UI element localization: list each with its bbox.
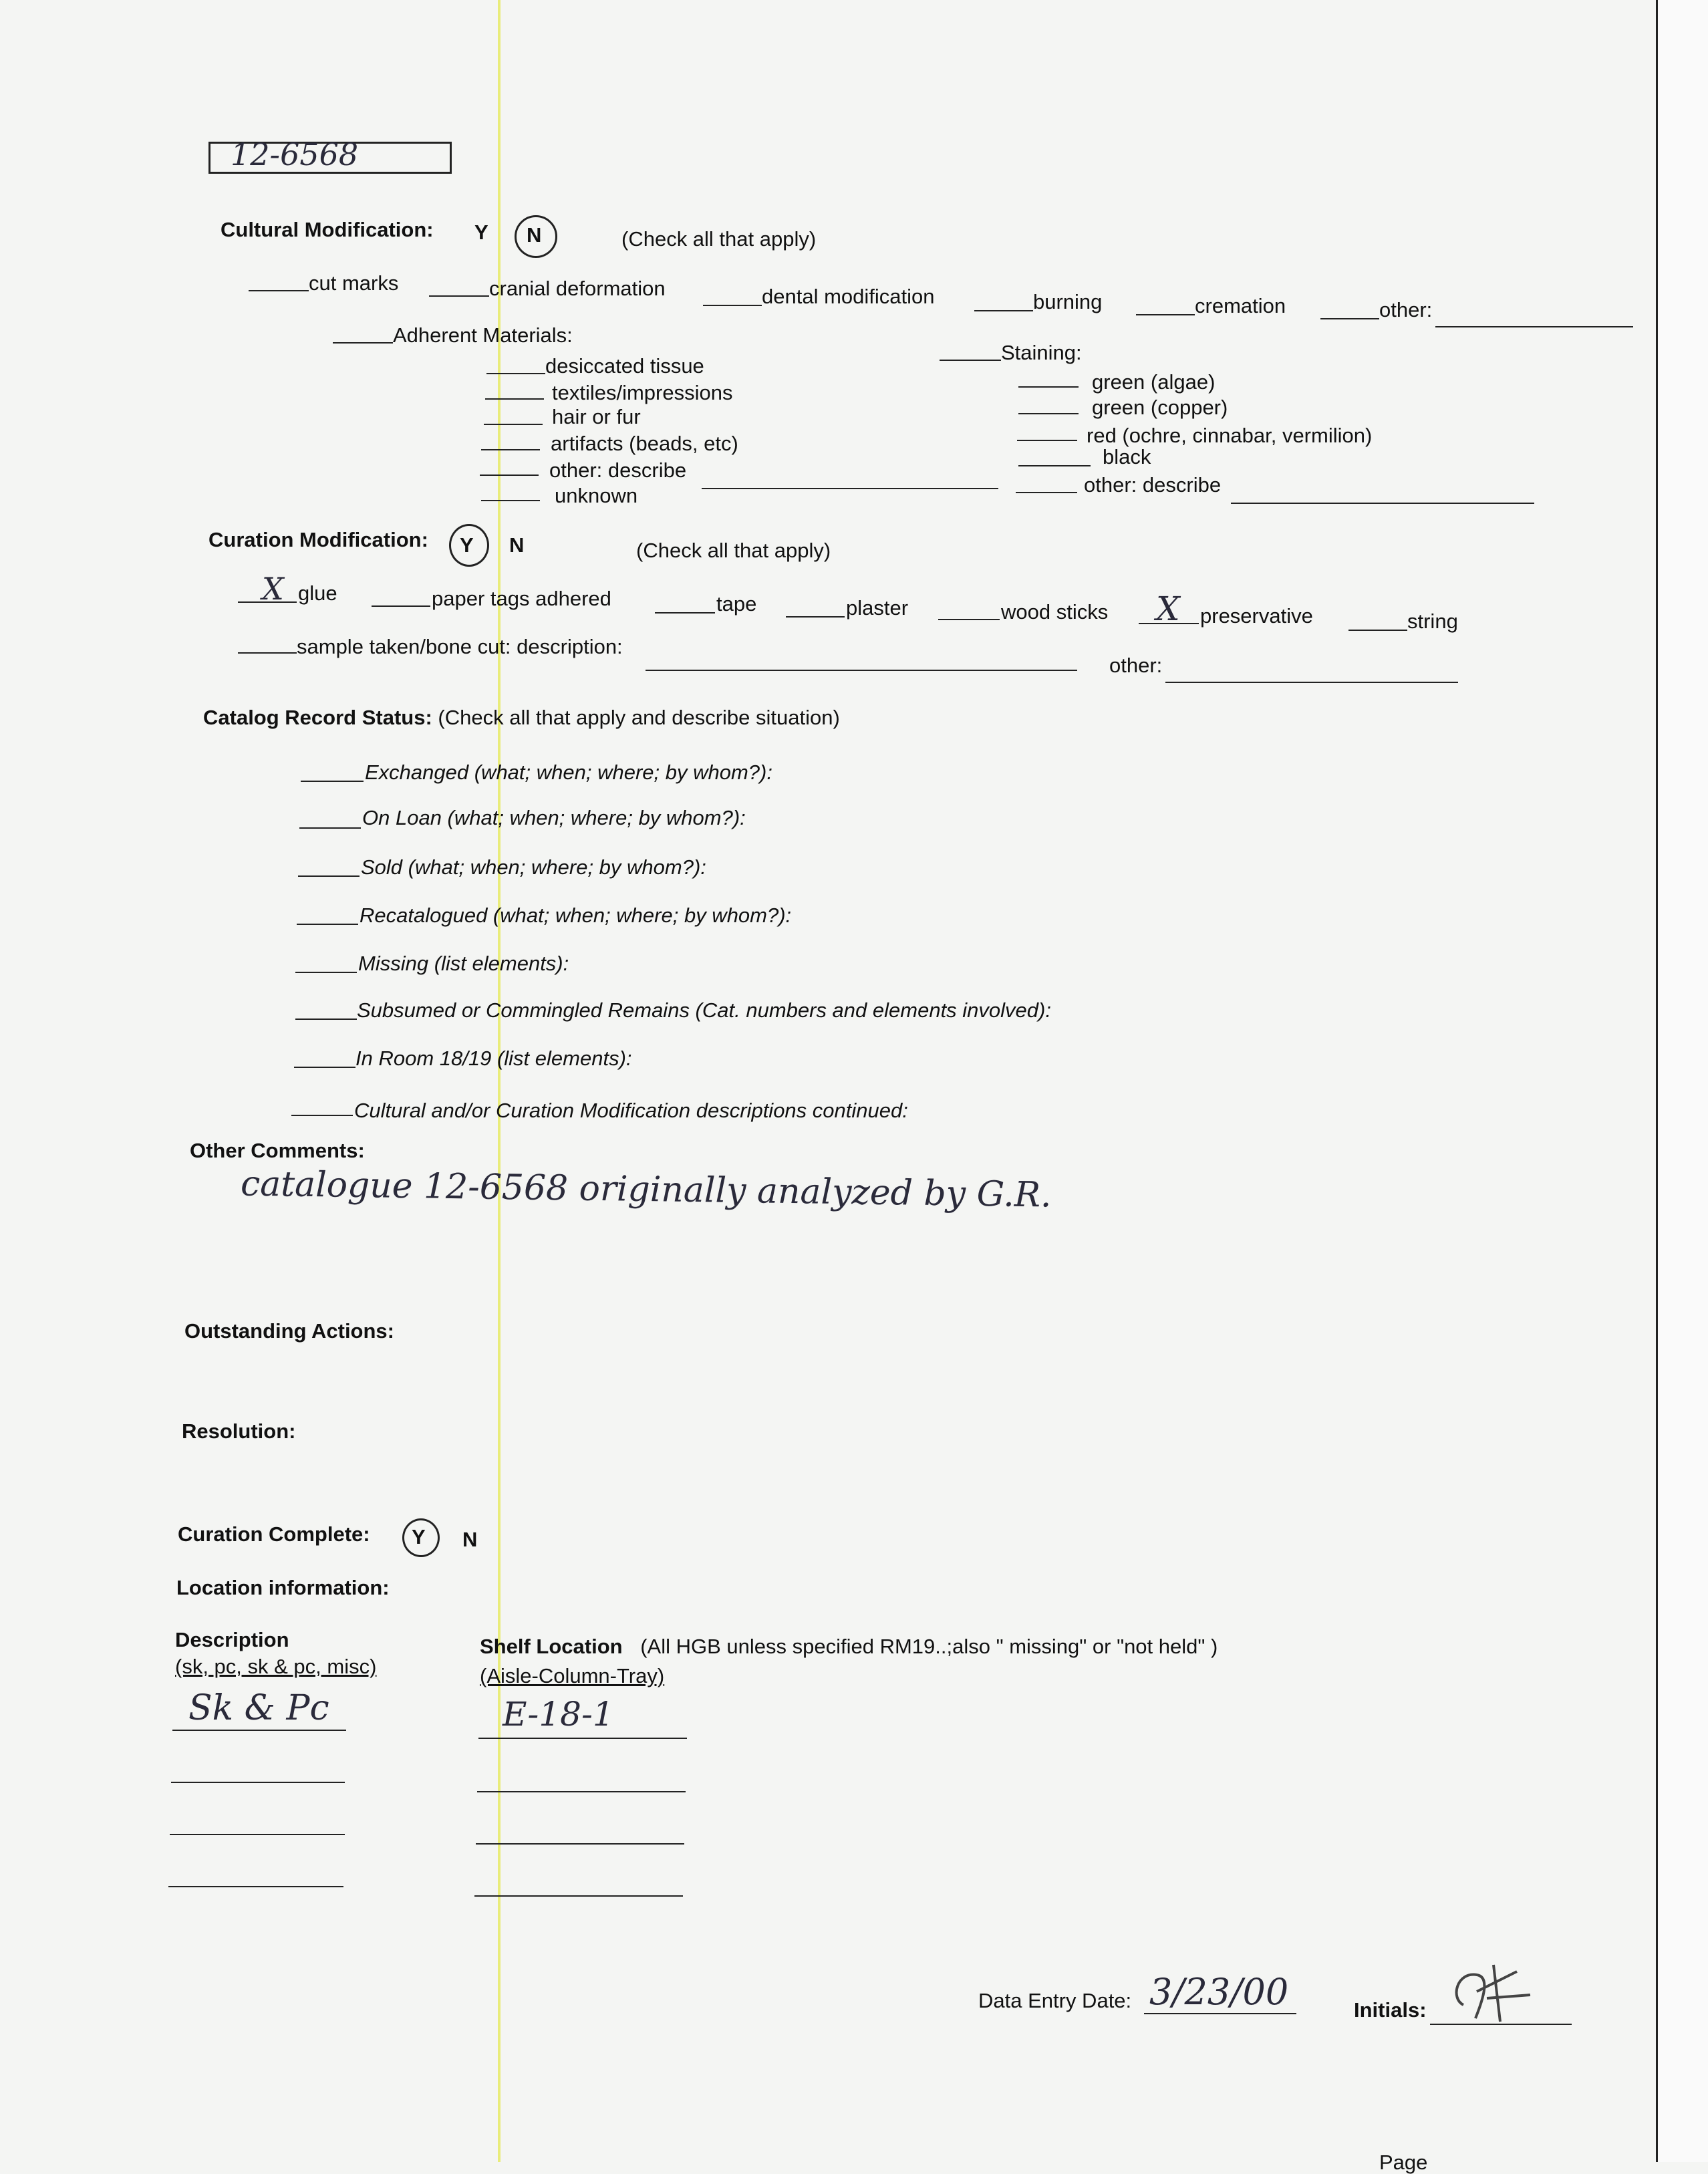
curation-y: Y bbox=[460, 533, 474, 557]
status-item: Cultural and/or Curation Modification descriptions continued: bbox=[354, 1099, 908, 1122]
staining-item: red (ochre, cinnabar, vermilion) bbox=[1087, 424, 1373, 447]
status-item: Recatalogued (what; when; where; by whom?): bbox=[360, 904, 792, 927]
tape: tape bbox=[716, 592, 757, 616]
status-item: Subsumed or Commingled Remains (Cat. numbers and elements involved): bbox=[357, 998, 1051, 1022]
other-comments-label: Other Comments: bbox=[190, 1139, 365, 1162]
preservative: preservative bbox=[1200, 604, 1313, 628]
description-sub: (sk, pc, sk & pc, misc) bbox=[175, 1655, 377, 1678]
staining-item: other: describe bbox=[1084, 473, 1222, 497]
cultural-label: Cultural Modification: bbox=[221, 218, 434, 241]
staining-item: green (algae) bbox=[1092, 370, 1216, 394]
cultural-n: N bbox=[527, 223, 542, 247]
shelf-location-title: Shelf Location bbox=[480, 1635, 623, 1658]
adherent-item: textiles/impressions bbox=[552, 381, 733, 404]
description-value: Sk & Pc bbox=[188, 1688, 329, 1728]
shelf-location-sub: (Aisle-Column-Tray) bbox=[480, 1664, 665, 1687]
status-item: On Loan (what; when; where; by whom?): bbox=[362, 806, 746, 829]
burning: burning bbox=[1033, 290, 1103, 313]
initials-label: Initials: bbox=[1354, 1998, 1427, 2022]
cranial-deformation: cranial deformation bbox=[489, 277, 666, 300]
outstanding-actions-label: Outstanding Actions: bbox=[184, 1319, 394, 1343]
catalog-status-label: Catalog Record Status: bbox=[203, 706, 432, 729]
curation-complete-n: N bbox=[462, 1528, 478, 1551]
resolution-label: Resolution: bbox=[182, 1419, 296, 1443]
catalog-number: 12-6568 bbox=[231, 136, 359, 172]
cut-marks: cut marks bbox=[309, 271, 399, 295]
curation-other: other: bbox=[1109, 654, 1163, 677]
cultural-check-note: (Check all that apply) bbox=[621, 227, 817, 251]
cremation: cremation bbox=[1195, 294, 1286, 317]
string: string bbox=[1407, 609, 1458, 633]
paper-tags: paper tags adhered bbox=[432, 587, 611, 610]
adherent-item: other: describe bbox=[549, 458, 687, 482]
staining-label: Staining: bbox=[1001, 341, 1082, 364]
status-item: Exchanged (what; when; where; by whom?): bbox=[365, 761, 772, 784]
status-item: In Room 18/19 (list elements): bbox=[355, 1047, 632, 1070]
catalog-status-heading bbox=[203, 707, 840, 728]
wood-sticks: wood sticks bbox=[1001, 600, 1109, 624]
location-info-label: Location information: bbox=[176, 1576, 390, 1599]
initials-signature bbox=[1437, 1958, 1537, 2032]
plaster: plaster bbox=[846, 596, 909, 620]
curation-check-note: (Check all that apply) bbox=[636, 539, 831, 562]
status-item: Sold (what; when; where; by whom?): bbox=[361, 855, 706, 879]
dental-modification: dental modification bbox=[762, 285, 935, 308]
curation-complete-label: Curation Complete: bbox=[178, 1522, 370, 1546]
preservative-check-mark: X bbox=[1156, 589, 1180, 628]
sample-taken-label: sample taken/bone cut: description: bbox=[297, 635, 623, 658]
description-title: Description bbox=[175, 1628, 289, 1651]
shelf-location-value: E-18-1 bbox=[503, 1695, 614, 1734]
glue: glue bbox=[298, 581, 337, 605]
shelf-location-heading bbox=[480, 1636, 1218, 1657]
glue-check-mark: X bbox=[262, 571, 284, 607]
adherent-label: Adherent Materials: bbox=[393, 323, 573, 347]
curation-complete-y: Y bbox=[412, 1525, 426, 1548]
other-comments-handwriting: catalogue 12-6568 originally analyzed by G.R. bbox=[240, 1164, 1052, 1216]
curation-n: N bbox=[509, 533, 525, 557]
status-item: Missing (list elements): bbox=[358, 952, 569, 975]
adherent-item: desiccated tissue bbox=[545, 354, 704, 378]
data-entry-label: Data Entry Date: bbox=[978, 1989, 1132, 2012]
staining-item: green (copper) bbox=[1092, 396, 1228, 419]
staining-item: black bbox=[1103, 445, 1151, 468]
adherent-item: artifacts (beads, etc) bbox=[551, 432, 738, 455]
shelf-location-note: (All HGB unless specified RM19..;also " missing" or "not held" ) bbox=[640, 1635, 1218, 1658]
adherent-item: hair or fur bbox=[552, 405, 641, 428]
cultural-other: other: bbox=[1379, 298, 1433, 321]
adherent-item: unknown bbox=[555, 484, 638, 507]
page-label: Page bbox=[1379, 2151, 1428, 2174]
curation-label: Curation Modification: bbox=[208, 528, 428, 551]
page-edge bbox=[1656, 0, 1708, 2162]
catalog-status-note: (Check all that apply and describe situation) bbox=[438, 706, 840, 729]
cultural-y: Y bbox=[474, 221, 488, 244]
data-entry-value: 3/23/00 bbox=[1149, 1971, 1289, 2013]
